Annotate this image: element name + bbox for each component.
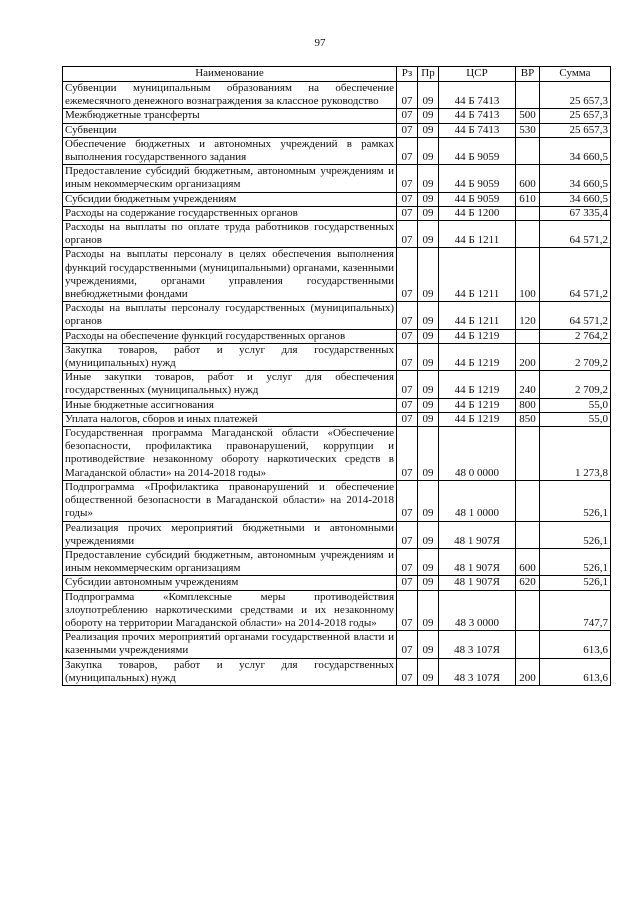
row-sum: 55,0 <box>540 398 611 412</box>
row-vr: 800 <box>516 398 540 412</box>
header-sum: Сумма <box>540 67 611 82</box>
row-csr: 44 Б 1219 <box>439 343 516 370</box>
row-name: Обеспечение бюджетных и автономных учреждений в рамках выполнения государственного задания <box>63 137 397 164</box>
row-vr <box>516 82 540 109</box>
row-name: Закупка товаров, работ и услуг для государственных (муниципальных) нужд <box>63 343 397 370</box>
row-csr: 48 0 0000 <box>439 427 516 481</box>
table-row <box>63 658 611 685</box>
row-csr: 44 Б 1219 <box>439 398 516 412</box>
row-sum: 64 571,2 <box>540 302 611 329</box>
row-pr: 09 <box>418 658 439 685</box>
table-body <box>63 82 611 686</box>
row-rz: 07 <box>397 248 418 302</box>
row-rz: 07 <box>397 82 418 109</box>
row-rz: 07 <box>397 521 418 548</box>
row-rz: 07 <box>397 192 418 206</box>
table-row <box>63 302 611 329</box>
row-csr: 44 Б 7413 <box>439 82 516 109</box>
row-name: Субвенции муниципальным образованиям на обеспечение ежемесячного денежного вознаграждения за классное руководство <box>63 82 397 109</box>
row-sum: 67 335,4 <box>540 206 611 220</box>
table-header-row <box>63 67 611 82</box>
table-row <box>63 521 611 548</box>
row-sum: 613,6 <box>540 658 611 685</box>
row-sum: 55,0 <box>540 412 611 426</box>
table-row <box>63 248 611 302</box>
row-csr: 44 Б 7413 <box>439 109 516 123</box>
row-name: Подпрограмма «Комплексные меры противодействия злоупотреблению наркотическими средствами и их незаконному обороту на территории Магаданской области» на 2014-2018 годы» <box>63 590 397 631</box>
row-csr: 48 1 907Я <box>439 521 516 548</box>
row-name: Субвенции <box>63 123 397 137</box>
row-name: Межбюджетные трансферты <box>63 109 397 123</box>
row-pr: 09 <box>418 137 439 164</box>
row-rz: 07 <box>397 165 418 192</box>
row-vr: 200 <box>516 658 540 685</box>
row-rz: 07 <box>397 576 418 590</box>
row-vr: 100 <box>516 248 540 302</box>
row-pr: 09 <box>418 248 439 302</box>
row-vr <box>516 521 540 548</box>
row-csr: 48 3 107Я <box>439 658 516 685</box>
row-vr <box>516 137 540 164</box>
row-sum: 526,1 <box>540 480 611 521</box>
row-csr: 44 Б 9059 <box>439 192 516 206</box>
row-name: Иные закупки товаров, работ и услуг для обеспечения государственных (муниципальных) нужд <box>63 371 397 398</box>
table-row <box>63 165 611 192</box>
table-row <box>63 329 611 343</box>
header-csr: ЦСР <box>439 67 516 82</box>
row-pr: 09 <box>418 123 439 137</box>
row-vr: 620 <box>516 576 540 590</box>
row-vr: 530 <box>516 123 540 137</box>
row-csr: 44 Б 9059 <box>439 137 516 164</box>
row-pr: 09 <box>418 576 439 590</box>
table-row <box>63 412 611 426</box>
row-rz: 07 <box>397 109 418 123</box>
row-rz: 07 <box>397 398 418 412</box>
table-row <box>63 371 611 398</box>
row-csr: 44 Б 9059 <box>439 165 516 192</box>
row-sum: 2 764,2 <box>540 329 611 343</box>
table-row <box>63 427 611 481</box>
row-pr: 09 <box>418 590 439 631</box>
row-csr: 44 Б 1219 <box>439 371 516 398</box>
row-name: Предоставление субсидий бюджетным, автономным учреждениям и иным некоммерческим организациям <box>63 165 397 192</box>
row-name: Расходы на обеспечение функций государственных органов <box>63 329 397 343</box>
table-row <box>63 82 611 109</box>
table-row <box>63 631 611 658</box>
row-sum: 64 571,2 <box>540 221 611 248</box>
row-vr: 500 <box>516 109 540 123</box>
row-rz: 07 <box>397 548 418 575</box>
row-name: Подпрограмма «Профилактика правонарушений и обеспечение общественной безопасности в Магаданской области» на 2014-2018 годы» <box>63 480 397 521</box>
row-vr: 850 <box>516 412 540 426</box>
budget-table <box>62 66 611 686</box>
row-csr: 44 Б 1211 <box>439 248 516 302</box>
row-vr <box>516 631 540 658</box>
row-pr: 09 <box>418 302 439 329</box>
row-vr <box>516 221 540 248</box>
row-vr: 200 <box>516 343 540 370</box>
row-pr: 09 <box>418 109 439 123</box>
table-row <box>63 123 611 137</box>
row-vr: 120 <box>516 302 540 329</box>
row-pr: 09 <box>418 165 439 192</box>
row-vr <box>516 590 540 631</box>
row-name: Расходы на выплаты по оплате труда работников государственных органов <box>63 221 397 248</box>
row-rz: 07 <box>397 371 418 398</box>
row-pr: 09 <box>418 398 439 412</box>
row-sum: 526,1 <box>540 548 611 575</box>
row-pr: 09 <box>418 480 439 521</box>
row-sum: 613,6 <box>540 631 611 658</box>
row-rz: 07 <box>397 302 418 329</box>
table-row <box>63 590 611 631</box>
row-name: Закупка товаров, работ и услуг для государственных (муниципальных) нужд <box>63 658 397 685</box>
row-sum: 2 709,2 <box>540 343 611 370</box>
row-csr: 44 Б 7413 <box>439 123 516 137</box>
row-sum: 747,7 <box>540 590 611 631</box>
row-pr: 09 <box>418 412 439 426</box>
row-sum: 2 709,2 <box>540 371 611 398</box>
table-row <box>63 109 611 123</box>
row-pr: 09 <box>418 548 439 575</box>
row-name: Государственная программа Магаданской области «Обеспечение безопасности, профилактика правонарушений, коррупции и противодействие незаконному обороту наркотических средств в Магаданской области» на 2014-2018 годы» <box>63 427 397 481</box>
table-row <box>63 221 611 248</box>
row-rz: 07 <box>397 221 418 248</box>
row-name: Реализация прочих мероприятий бюджетными и автономными учреждениями <box>63 521 397 548</box>
header-name: Наименование <box>63 67 397 82</box>
row-pr: 09 <box>418 192 439 206</box>
row-name: Иные бюджетные ассигнования <box>63 398 397 412</box>
row-sum: 526,1 <box>540 576 611 590</box>
row-name: Субсидии автономным учреждениям <box>63 576 397 590</box>
row-rz: 07 <box>397 206 418 220</box>
table-row <box>63 480 611 521</box>
row-csr: 48 1 907Я <box>439 576 516 590</box>
row-pr: 09 <box>418 206 439 220</box>
table-row <box>63 137 611 164</box>
row-csr: 48 3 107Я <box>439 631 516 658</box>
table-row <box>63 576 611 590</box>
row-rz: 07 <box>397 343 418 370</box>
row-name: Предоставление субсидий бюджетным, автономным учреждениям и иным некоммерческим организациям <box>63 548 397 575</box>
row-vr: 610 <box>516 192 540 206</box>
row-pr: 09 <box>418 221 439 248</box>
row-rz: 07 <box>397 329 418 343</box>
row-vr: 600 <box>516 548 540 575</box>
row-vr <box>516 427 540 481</box>
row-rz: 07 <box>397 412 418 426</box>
row-csr: 44 Б 1211 <box>439 221 516 248</box>
row-sum: 25 657,3 <box>540 109 611 123</box>
row-rz: 07 <box>397 480 418 521</box>
row-name: Расходы на содержание государственных органов <box>63 206 397 220</box>
row-pr: 09 <box>418 82 439 109</box>
row-vr <box>516 206 540 220</box>
row-vr <box>516 480 540 521</box>
row-vr: 240 <box>516 371 540 398</box>
row-sum: 25 657,3 <box>540 123 611 137</box>
row-csr: 48 1 0000 <box>439 480 516 521</box>
row-sum: 34 660,5 <box>540 192 611 206</box>
row-rz: 07 <box>397 631 418 658</box>
row-csr: 44 Б 1211 <box>439 302 516 329</box>
page-number: 97 <box>314 37 326 49</box>
row-name: Реализация прочих мероприятий органами государственной власти и казенными учреждениями <box>63 631 397 658</box>
row-pr: 09 <box>418 329 439 343</box>
row-pr: 09 <box>418 631 439 658</box>
header-rz: Рз <box>397 67 418 82</box>
table-row <box>63 206 611 220</box>
row-sum: 64 571,2 <box>540 248 611 302</box>
table-row <box>63 548 611 575</box>
row-sum: 34 660,5 <box>540 137 611 164</box>
header-vr: ВР <box>516 67 540 82</box>
row-pr: 09 <box>418 371 439 398</box>
row-sum: 34 660,5 <box>540 165 611 192</box>
row-csr: 48 3 0000 <box>439 590 516 631</box>
table-row <box>63 343 611 370</box>
row-rz: 07 <box>397 137 418 164</box>
row-name: Расходы на выплаты персоналу в целях обеспечения выполнения функций государственными (муниципальными) органами, казенными учреждениями, органами управления государственными внебюджетными фондами <box>63 248 397 302</box>
row-csr: 44 Б 1219 <box>439 412 516 426</box>
row-vr <box>516 329 540 343</box>
row-rz: 07 <box>397 427 418 481</box>
row-sum: 526,1 <box>540 521 611 548</box>
row-name: Субсидии бюджетным учреждениям <box>63 192 397 206</box>
row-name: Расходы на выплаты персоналу государственных (муниципальных) органов <box>63 302 397 329</box>
row-sum: 1 273,8 <box>540 427 611 481</box>
row-rz: 07 <box>397 658 418 685</box>
header-pr: Пр <box>418 67 439 82</box>
row-vr: 600 <box>516 165 540 192</box>
table-row <box>63 192 611 206</box>
row-sum: 25 657,3 <box>540 82 611 109</box>
row-pr: 09 <box>418 343 439 370</box>
row-pr: 09 <box>418 521 439 548</box>
table-row <box>63 398 611 412</box>
row-csr: 48 1 907Я <box>439 548 516 575</box>
row-rz: 07 <box>397 590 418 631</box>
row-rz: 07 <box>397 123 418 137</box>
row-pr: 09 <box>418 427 439 481</box>
row-name: Уплата налогов, сборов и иных платежей <box>63 412 397 426</box>
row-csr: 44 Б 1219 <box>439 329 516 343</box>
row-csr: 44 Б 1200 <box>439 206 516 220</box>
